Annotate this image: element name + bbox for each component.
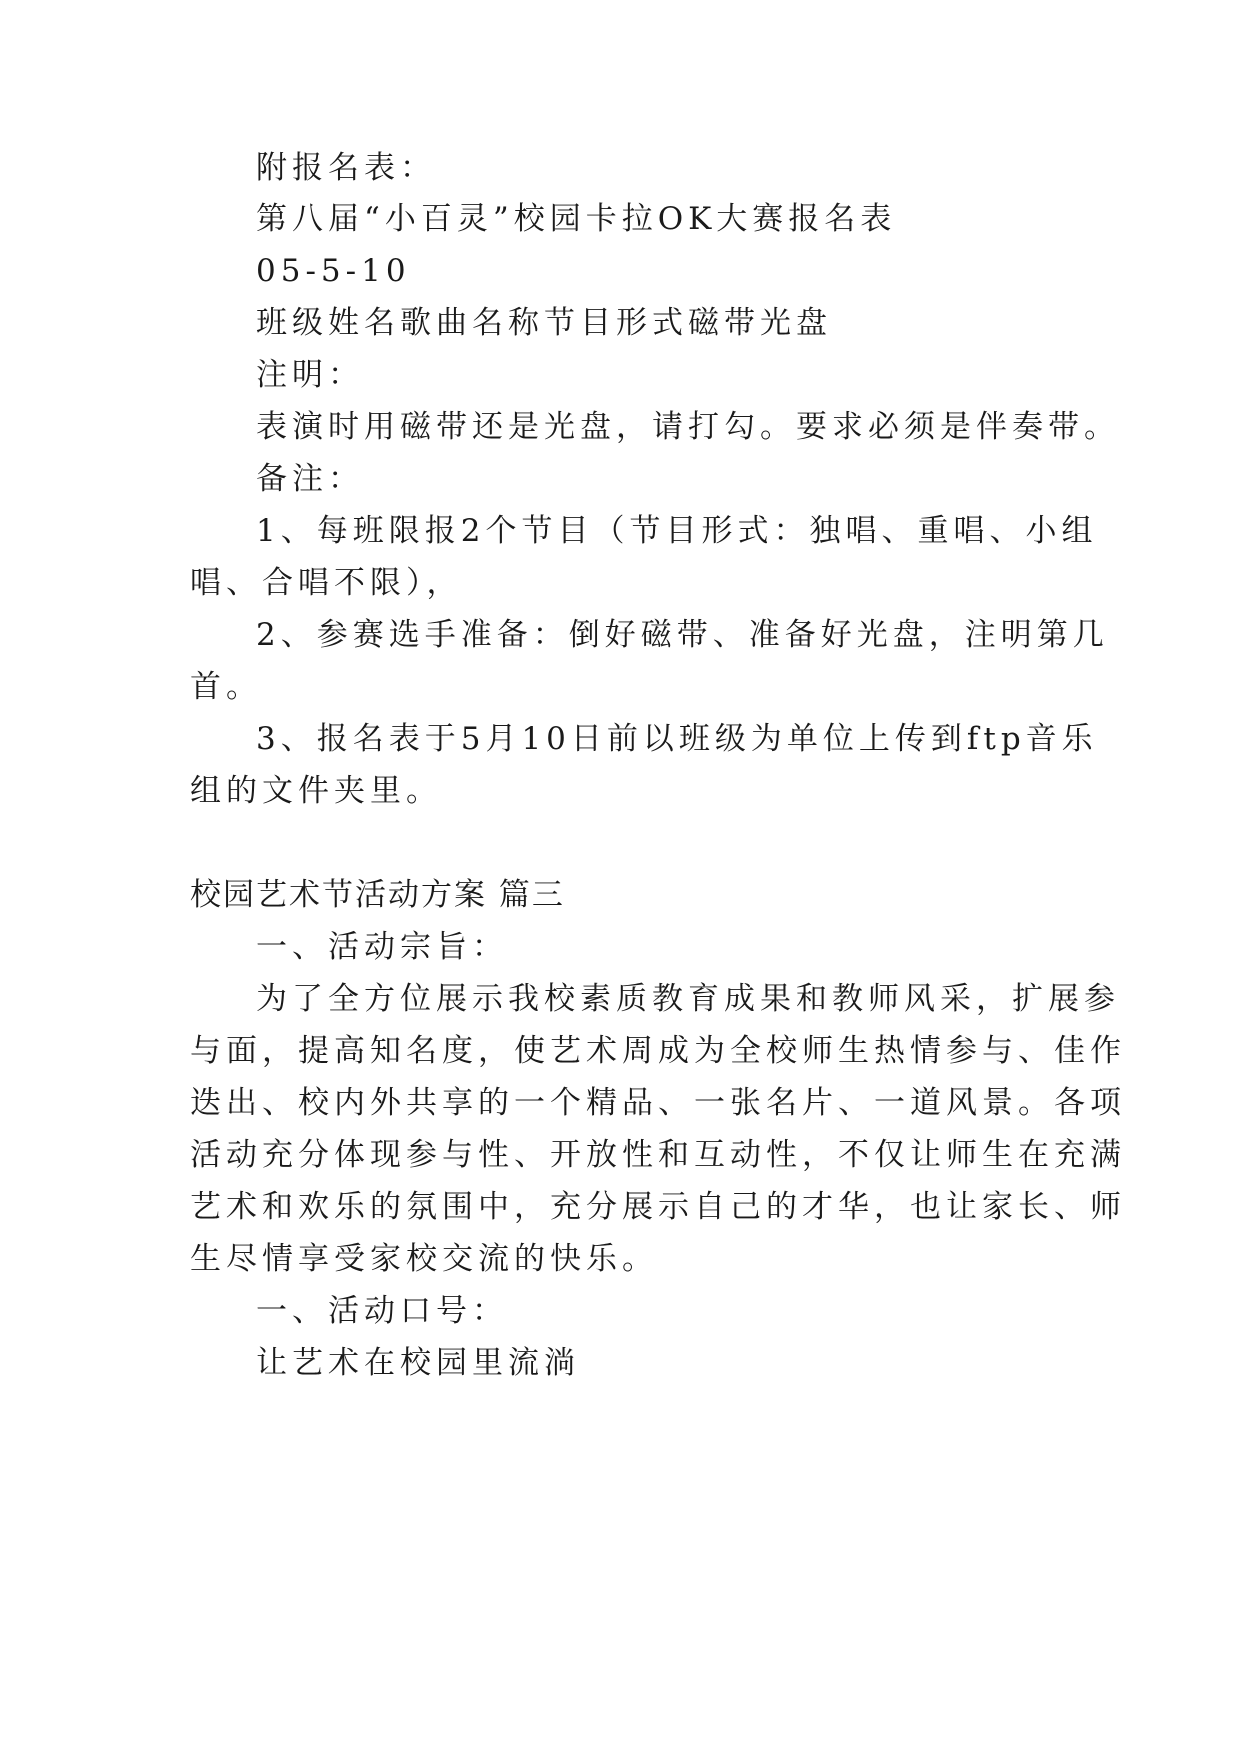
purpose-line: 活动充分体现参与性、开放性和互动性，不仅让师生在充满 bbox=[190, 1137, 1126, 1173]
purpose-line: 生尽情享受家校交流的快乐。 bbox=[190, 1241, 658, 1277]
remark-item-line: 首。 bbox=[190, 669, 262, 705]
purpose-line: 与面，提高知名度，使艺术周成为全校师生热情参与、佳作 bbox=[190, 1033, 1126, 1069]
purpose-line: 艺术和欢乐的氛围中，充分展示自己的才华，也让家长、师 bbox=[190, 1189, 1126, 1225]
note-label: 注明： bbox=[256, 357, 364, 393]
note-text: 表演时用磁带还是光盘，请打勾。要求必须是伴奏带。 bbox=[256, 409, 1120, 445]
attachment-label: 附报名表： bbox=[256, 150, 436, 186]
slogan-heading: 一、活动口号： bbox=[256, 1293, 508, 1329]
remark-item-line: 3、报名表于5月10日前以班级为单位上传到ftp音乐 bbox=[256, 721, 1098, 757]
purpose-line: 迭出、校内外共享的一个精品、一张名片、一道风景。各项 bbox=[190, 1085, 1126, 1121]
remark-item-line: 1、每班限报2个节目（节目形式：独唱、重唱、小组 bbox=[256, 513, 1098, 549]
form-title: 第八届“小百灵”校园卡拉OK大赛报名表 bbox=[256, 201, 897, 237]
remarks-label: 备注： bbox=[256, 461, 364, 497]
section-title: 校园艺术节活动方案 篇三 bbox=[190, 877, 565, 913]
form-date: 05-5-10 bbox=[256, 253, 411, 289]
remark-item-line: 唱、合唱不限）， bbox=[190, 565, 463, 601]
remark-item-line: 2、参赛选手准备：倒好磁带、准备好光盘，注明第几 bbox=[256, 617, 1109, 653]
slogan-text: 让艺术在校园里流淌 bbox=[256, 1345, 580, 1381]
remark-item-line: 组的文件夹里。 bbox=[190, 773, 442, 809]
purpose-heading: 一、活动宗旨： bbox=[256, 929, 508, 965]
purpose-line: 为了全方位展示我校素质教育成果和教师风采，扩展参 bbox=[256, 981, 1120, 1017]
form-columns: 班级姓名歌曲名称节目形式磁带光盘 bbox=[256, 305, 832, 341]
